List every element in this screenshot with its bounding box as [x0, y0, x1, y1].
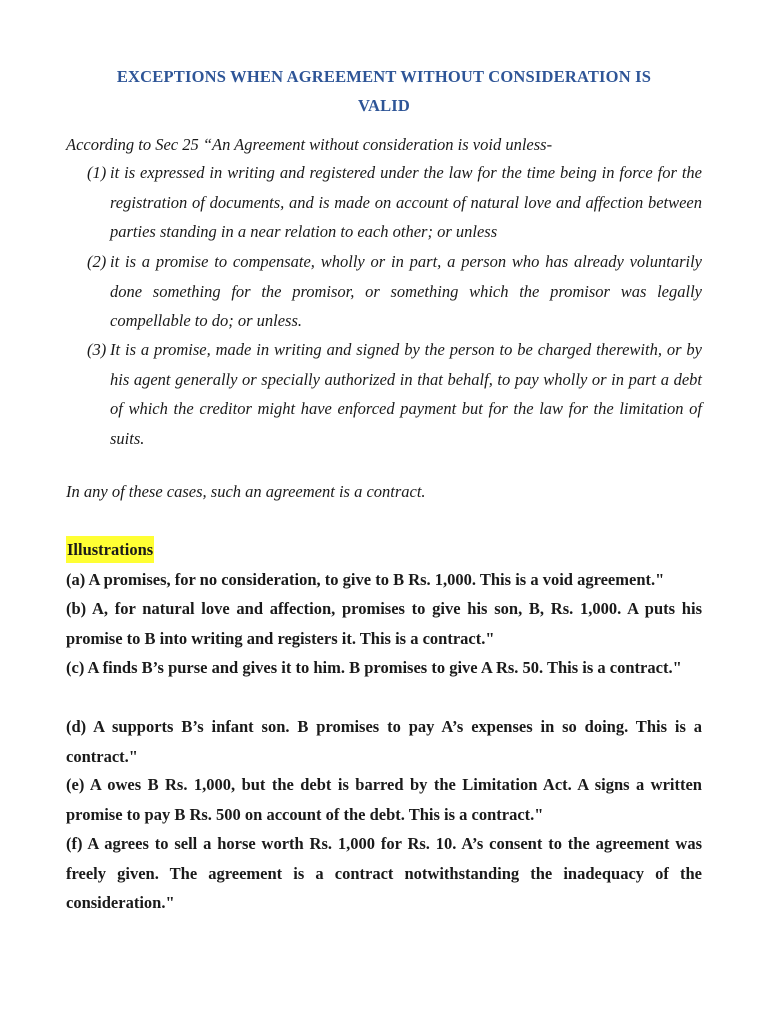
condition-text: it is expressed in writing and registered under the law for the time being in force for the registration of documents, and is made on account of natural love and affection between parties standing in a near relation to each other; or unless	[110, 163, 702, 241]
illustration-item: (d) A supports B’s infant son. B promises to pay A’s expenses in so doing. This is a contract."	[66, 717, 702, 766]
condition-item	[66, 335, 702, 453]
condition-number: (3)	[87, 340, 107, 359]
illustrations-heading: Illustrations	[66, 536, 154, 563]
condition-item	[66, 247, 702, 336]
illustration-item: (b) A, for natural love and affection, promises to give his son, B, Rs. 1,000. A puts his promise to B into writing and registers it. This is a contract."	[66, 599, 702, 648]
illustration-item: (c) A finds B’s purse and gives it to him. B promises to give A Rs. 50. This is a contract."	[66, 658, 682, 677]
title-line-2: VALID	[357, 96, 411, 115]
illustration-item: (f) A agrees to sell a horse worth Rs. 1,000 for Rs. 10. A’s consent to the agreement was freely given. The agreement is a contract notwithstanding the inadequacy of the consideration."	[66, 834, 702, 912]
title-line-1: EXCEPTIONS WHEN AGREEMENT WITHOUT CONSIDERATION IS	[116, 67, 652, 86]
condition-number: (1)	[87, 163, 107, 182]
intro-paragraph: According to Sec 25 “An Agreement without consideration is void unless-	[66, 135, 553, 154]
illustration-item: (a) A promises, for no consideration, to give to B Rs. 1,000. This is a void agreement."	[66, 570, 665, 589]
condition-item	[66, 158, 702, 247]
illustration-item: (e) A owes B Rs. 1,000, but the debt is barred by the Limitation Act. A signs a written promise to pay B Rs. 500 on account of the debt. This is a contract."	[66, 775, 702, 824]
condition-text: it is a promise to compensate, wholly or in part, a person who has already voluntarily done something for the promisor, or something which the promisor was legally compellable to do; or unless.	[110, 252, 702, 330]
document-title	[66, 62, 702, 120]
conclusion-paragraph: In any of these cases, such an agreement is a contract.	[66, 482, 426, 501]
condition-number: (2)	[87, 252, 107, 271]
condition-text: It is a promise, made in writing and signed by the person to be charged therewith, or by his agent generally or specially authorized in that behalf, to pay wholly or in part a debt of which the creditor might have enforced payment but for the law for the limitation of suits.	[110, 340, 702, 448]
